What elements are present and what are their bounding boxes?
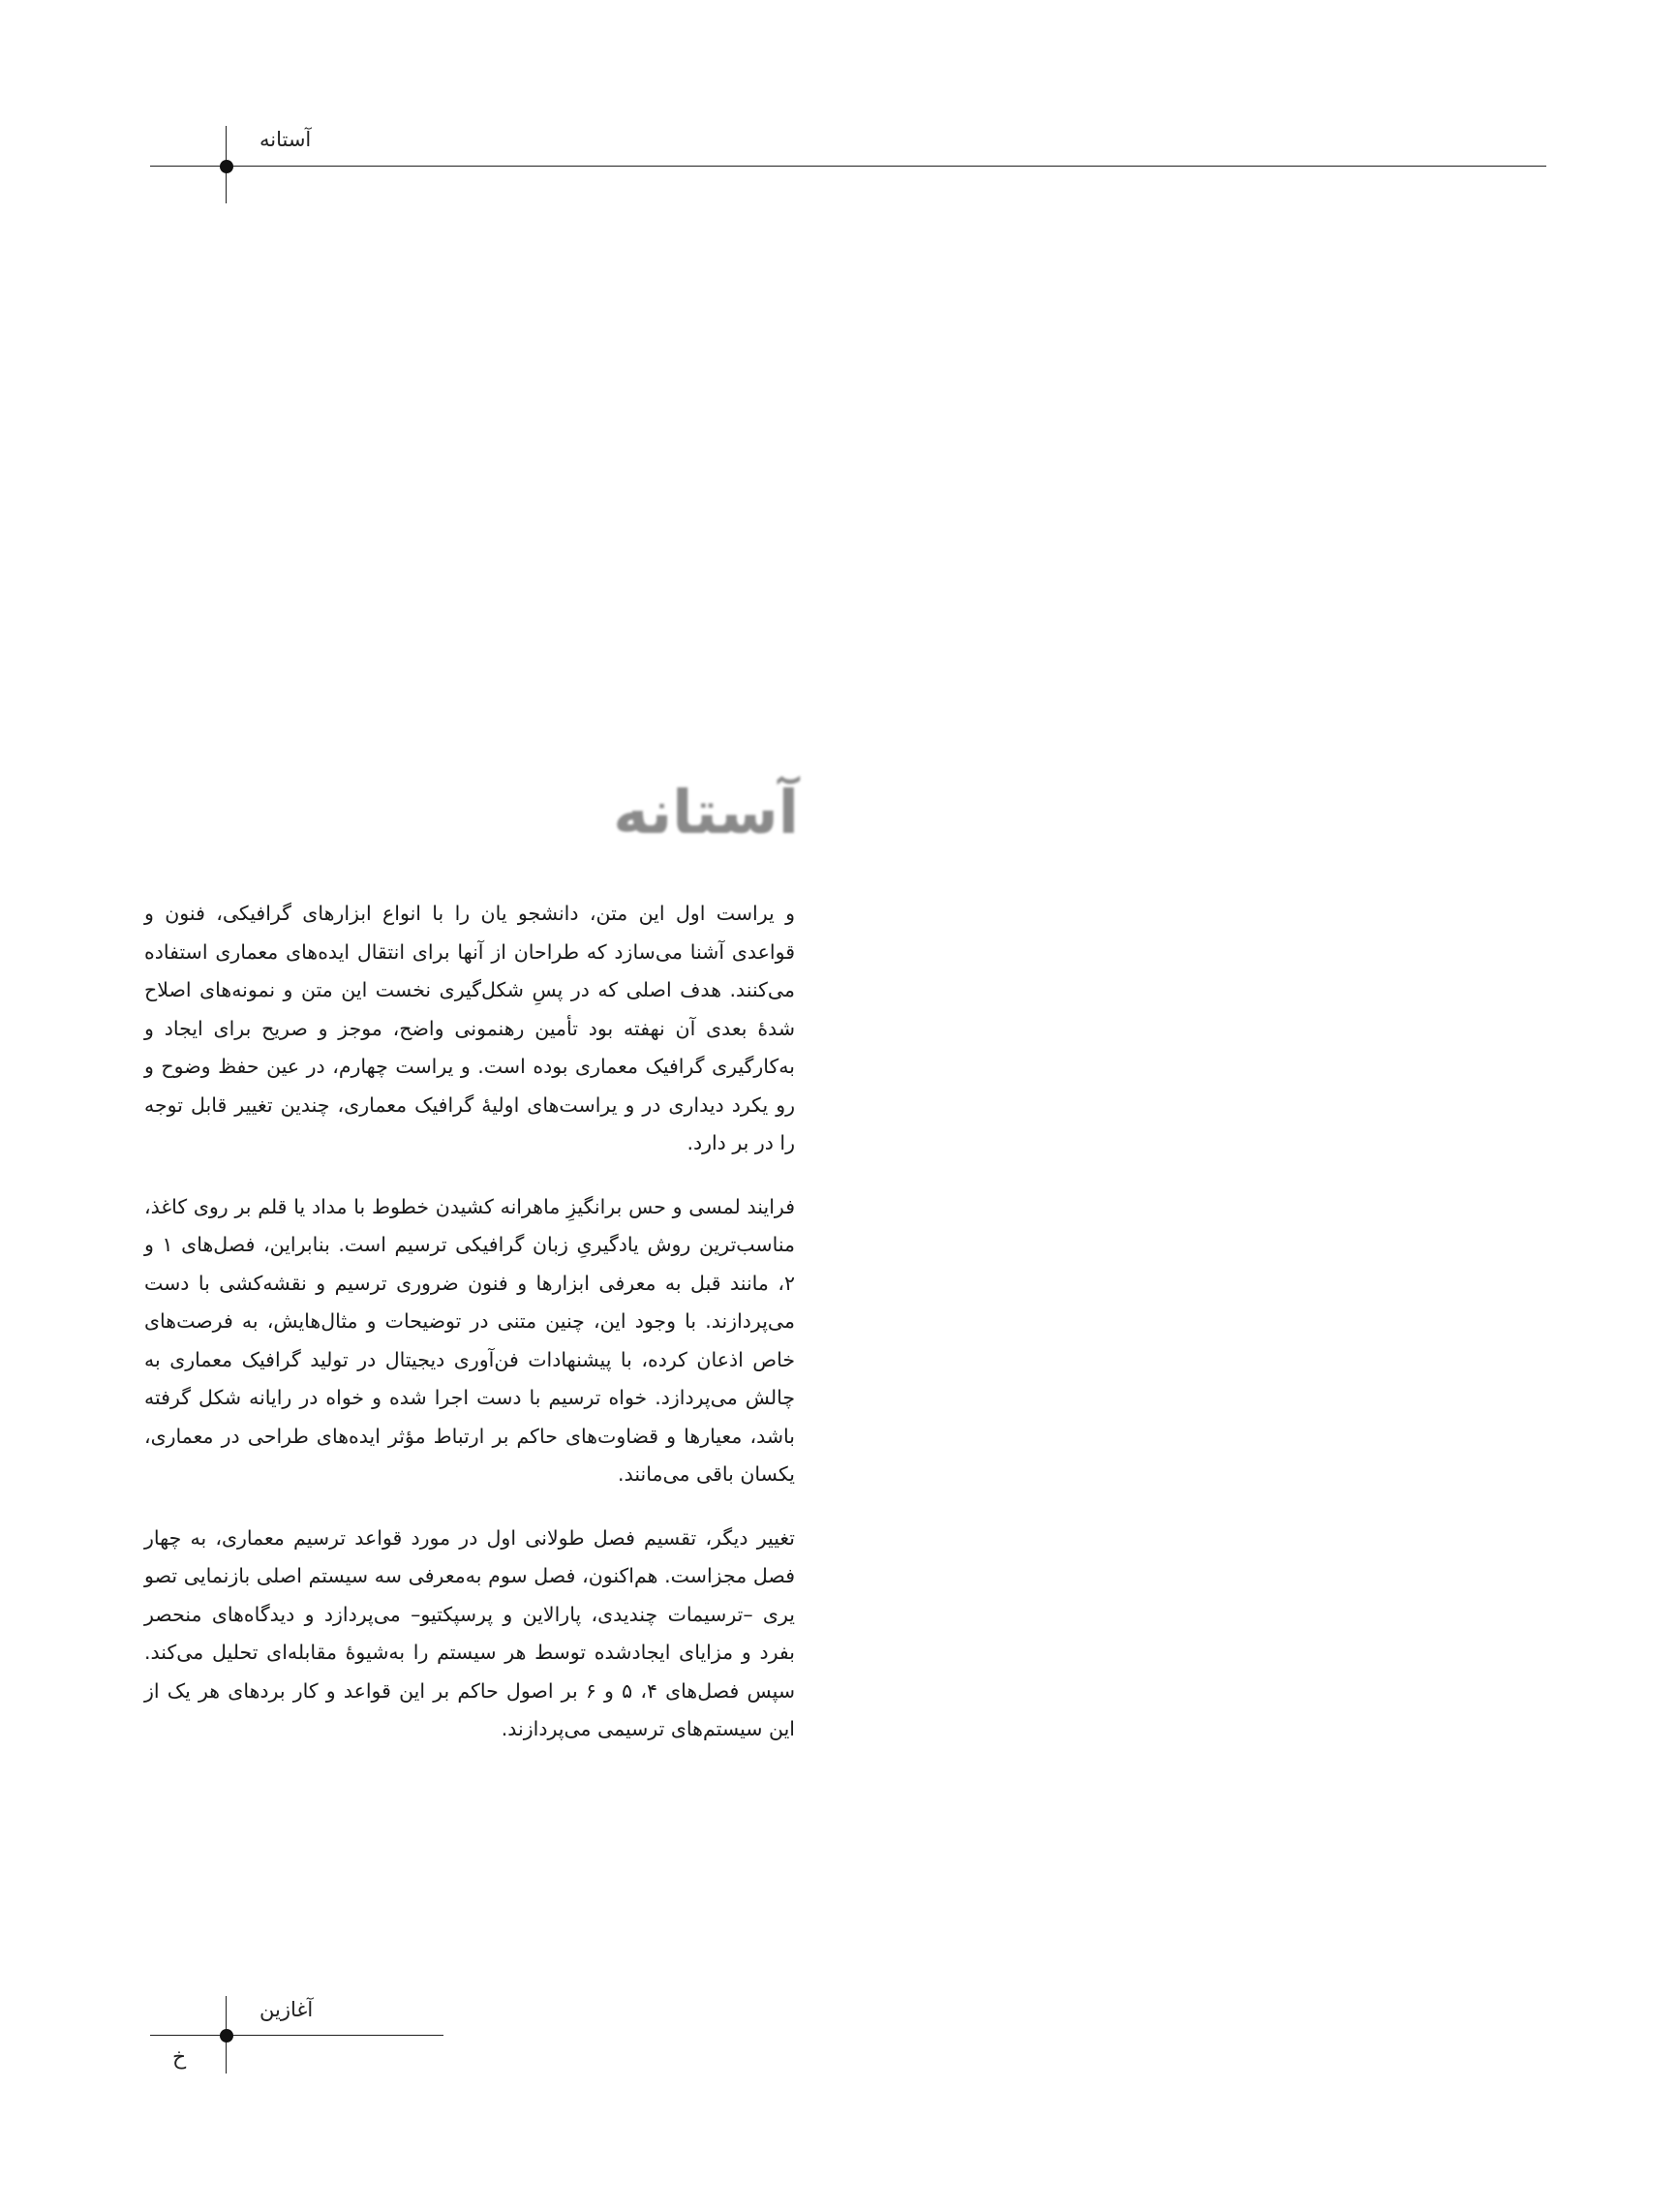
paragraph-1: و یراست اول این متن، دانشجو یان را با انواع ابزارهای گرافیکی، فنون و قواعدی آشنا می‌سازد که طراحان از آنها برای انتقال ایده‌های معماری استفاده می‌کنند. هدف اصلی که در پسِ شکل‌گیری نخست این متن و نمونه‌های اصلاح شدهٔ بعدی آن نهفته بود تأمین رهنمونی واضح، موجز و صریح برای ایجاد و به‌کارگیری گرافیک معماری بوده است. و یراست چهارم، در عین حفظ وضوح و رو یکرد دیداری در و یراست‌های اولیهٔ گرافیک معماری، چندین تغییر قابل توجه را در بر دارد. <box>144 902 795 1154</box>
header-running-title: آستانه <box>259 128 312 151</box>
header-rule <box>150 166 1546 167</box>
page-number: خ <box>172 2045 187 2070</box>
paragraph-2: فرایند لمسی و حس برانگیزِ ماهرانه کشیدن خطوط با مداد یا قلم بر روی کاغذ، مناسب‌ترین روش یادگیریِ زبان گرافیکی ترسیم است. بنابراین، فصل‌های ۱ و ۲، مانند قبل به معرفی ابزارها و فنون ضروری ترسیم و نقشه‌کشی با دست می‌پردازند. با وجود این، چنین متنی در توضیحات و مثال‌هایش، به فرصت‌های خاص اذعان کرده، با پیشنهادات فن‌آوری دیجیتال در تولید گرافیک معماری به چالش می‌پردازد. خواه ترسیم با دست اجرا شده و خواه در رایانه شکل گرفته باشد، معیارها و قضاوت‌های حاکم بر ارتباط مؤثر ایده‌های طراحی در معماری، یکسان باقی می‌مانند. <box>144 1194 795 1486</box>
footer-rule <box>150 2035 443 2036</box>
body-text <box>144 895 795 1774</box>
paragraph-3: تغییر دیگر، تقسیم فصل طولانی اول در مورد قواعد ترسیم معماری، به چهار فصل مجزاست. هم‌اکنون، فصل سوم به‌معرفی سه سیستم اصلی بازنمایی تصو یری –ترسیمات چندیدی، پارالاین و پرسپکتیو– می‌پردازد و دیدگاه‌های منحصر بفرد و مزایای ایجادشده توسط هر سیستم را به‌شیوهٔ مقابله‌ای تحلیل می‌کند. سپس فصل‌های ۴، ۵ و ۶ بر اصول حاکم بر این قواعد و کار بردهای هر یک از این سیستم‌های ترسیمی می‌پردازند. <box>144 1525 796 1740</box>
footer-crosshair-dot <box>220 2029 233 2043</box>
footer-running-title: آغازین <box>259 1998 314 2021</box>
chapter-title: آستانه <box>613 777 799 847</box>
header-crosshair-dot <box>220 160 233 173</box>
